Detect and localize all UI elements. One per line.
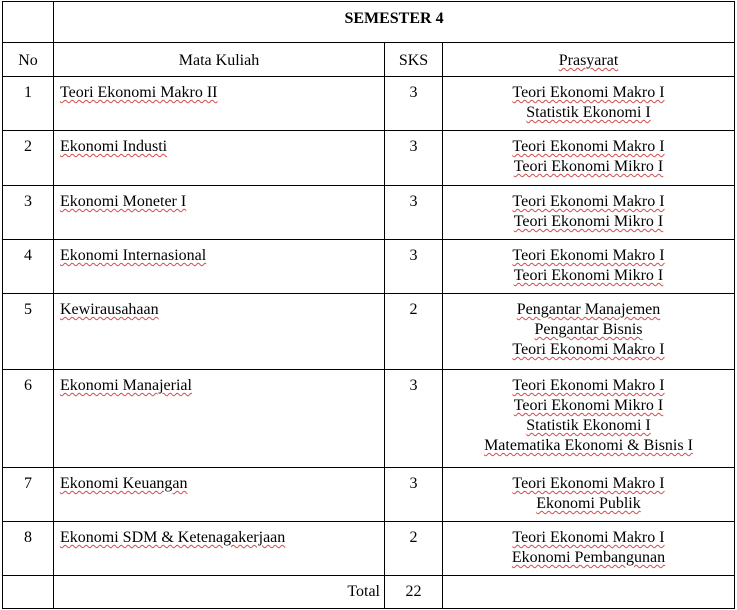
row-no: 3	[3, 186, 54, 240]
row-no: 1	[3, 77, 54, 131]
prasyarat-text: Teori Ekonomi Makro I	[512, 84, 665, 101]
header-prasyarat-text: Prasyarat	[558, 52, 619, 69]
prasyarat-item	[443, 83, 734, 103]
prasyarat-item	[443, 300, 734, 320]
prasyarat-text: Ekonomi Publik	[536, 495, 641, 512]
header-prasyarat	[443, 43, 735, 77]
row-prasyarat	[443, 186, 735, 240]
row-mata-kuliah	[54, 522, 385, 576]
header-sks: SKS	[385, 43, 443, 77]
prasyarat-item	[443, 266, 734, 286]
row-sks: 3	[385, 240, 443, 294]
header-no: No	[3, 43, 54, 77]
row-sks: 3	[385, 468, 443, 522]
row-no: 7	[3, 468, 54, 522]
row-prasyarat	[443, 468, 735, 522]
row-mata-kuliah	[54, 77, 385, 131]
prasyarat-item	[443, 320, 734, 340]
row-no: 8	[3, 522, 54, 576]
prasyarat-item	[443, 474, 734, 494]
row-prasyarat	[443, 77, 735, 131]
prasyarat-text: Ekonomi Pembangunan	[511, 549, 666, 566]
row-prasyarat	[443, 131, 735, 186]
row-sks: 3	[385, 77, 443, 131]
table-row	[3, 294, 735, 370]
row-no: 2	[3, 131, 54, 186]
prasyarat-text: Pengantar Bisnis	[534, 321, 643, 338]
header-mata-kuliah	[54, 43, 385, 77]
prasyarat-item	[443, 416, 734, 436]
total-empty-cell	[443, 576, 735, 609]
row-sks: 3	[385, 186, 443, 240]
prasyarat-text: Teori Ekonomi Makro I	[512, 475, 665, 492]
prasyarat-text: Matematika Ekonomi & Bisnis I	[484, 437, 693, 454]
prasyarat-text: Teori Ekonomi Mikro I	[513, 213, 664, 230]
row-no: 5	[3, 294, 54, 370]
prasyarat-text: Teori Ekonomi Mikro I	[513, 397, 664, 414]
row-sks: 3	[385, 370, 443, 468]
row-prasyarat	[443, 240, 735, 294]
prasyarat-text: Teori Ekonomi Makro I	[512, 138, 665, 155]
prasyarat-item	[443, 212, 734, 232]
total-row	[3, 576, 735, 609]
row-prasyarat	[443, 522, 735, 576]
prasyarat-text: Statistik Ekonomi I	[526, 417, 651, 434]
row-no: 4	[3, 240, 54, 294]
prasyarat-item	[443, 103, 734, 123]
prasyarat-item	[443, 396, 734, 416]
row-mata-kuliah	[54, 240, 385, 294]
prasyarat-item	[443, 246, 734, 266]
header-mata-kuliah-text: Mata Kuliah	[178, 52, 260, 69]
prasyarat-text: Statistik Ekonomi I	[526, 104, 651, 121]
table-title: SEMESTER 4	[54, 2, 735, 43]
prasyarat-text: Teori Ekonomi Mikro I	[513, 267, 664, 284]
mata-kuliah-text: Ekonomi Industi	[60, 138, 168, 155]
prasyarat-item	[443, 157, 734, 177]
row-mata-kuliah	[54, 131, 385, 186]
prasyarat-text: Teori Ekonomi Makro I	[512, 377, 665, 394]
prasyarat-item	[443, 192, 734, 212]
corner-cell	[3, 2, 54, 43]
prasyarat-item	[443, 436, 734, 456]
prasyarat-text: Teori Ekonomi Makro I	[512, 247, 665, 264]
total-value: 22	[385, 576, 443, 609]
table-row	[3, 370, 735, 468]
mata-kuliah-text: Ekonomi Manajerial	[60, 377, 192, 394]
mata-kuliah-text: Ekonomi SDM & Ketenagakerjaan	[60, 529, 286, 546]
prasyarat-item	[443, 340, 734, 360]
row-mata-kuliah	[54, 186, 385, 240]
total-label: Total	[54, 576, 385, 609]
prasyarat-item	[443, 376, 734, 396]
prasyarat-text: Pengantar Manajemen	[516, 301, 661, 318]
row-sks: 2	[385, 522, 443, 576]
row-mata-kuliah	[54, 370, 385, 468]
prasyarat-item	[443, 494, 734, 514]
row-prasyarat	[443, 294, 735, 370]
prasyarat-text: Teori Ekonomi Makro I	[512, 529, 665, 546]
row-sks: 3	[385, 131, 443, 186]
mata-kuliah-text: Ekonomi Internasional	[60, 247, 207, 264]
row-mata-kuliah	[54, 294, 385, 370]
prasyarat-item	[443, 137, 734, 157]
prasyarat-item	[443, 528, 734, 548]
row-prasyarat	[443, 370, 735, 468]
table-row	[3, 77, 735, 131]
table-row	[3, 468, 735, 522]
semester-table	[2, 1, 735, 609]
row-sks: 2	[385, 294, 443, 370]
mata-kuliah-text: Ekonomi Keuangan	[60, 475, 188, 492]
table-row	[3, 186, 735, 240]
mata-kuliah-text: Teori Ekonomi Makro II	[60, 84, 218, 101]
row-mata-kuliah	[54, 468, 385, 522]
table-row	[3, 131, 735, 186]
mata-kuliah-text: Kewirausahaan	[60, 301, 159, 318]
table-row	[3, 240, 735, 294]
prasyarat-text: Teori Ekonomi Makro I	[512, 341, 665, 358]
table-row	[3, 522, 735, 576]
prasyarat-text: Teori Ekonomi Mikro I	[513, 158, 664, 175]
total-empty-cell	[3, 576, 54, 609]
mata-kuliah-text: Ekonomi Moneter I	[60, 193, 187, 210]
prasyarat-text: Teori Ekonomi Makro I	[512, 193, 665, 210]
row-no: 6	[3, 370, 54, 468]
prasyarat-item	[443, 548, 734, 568]
